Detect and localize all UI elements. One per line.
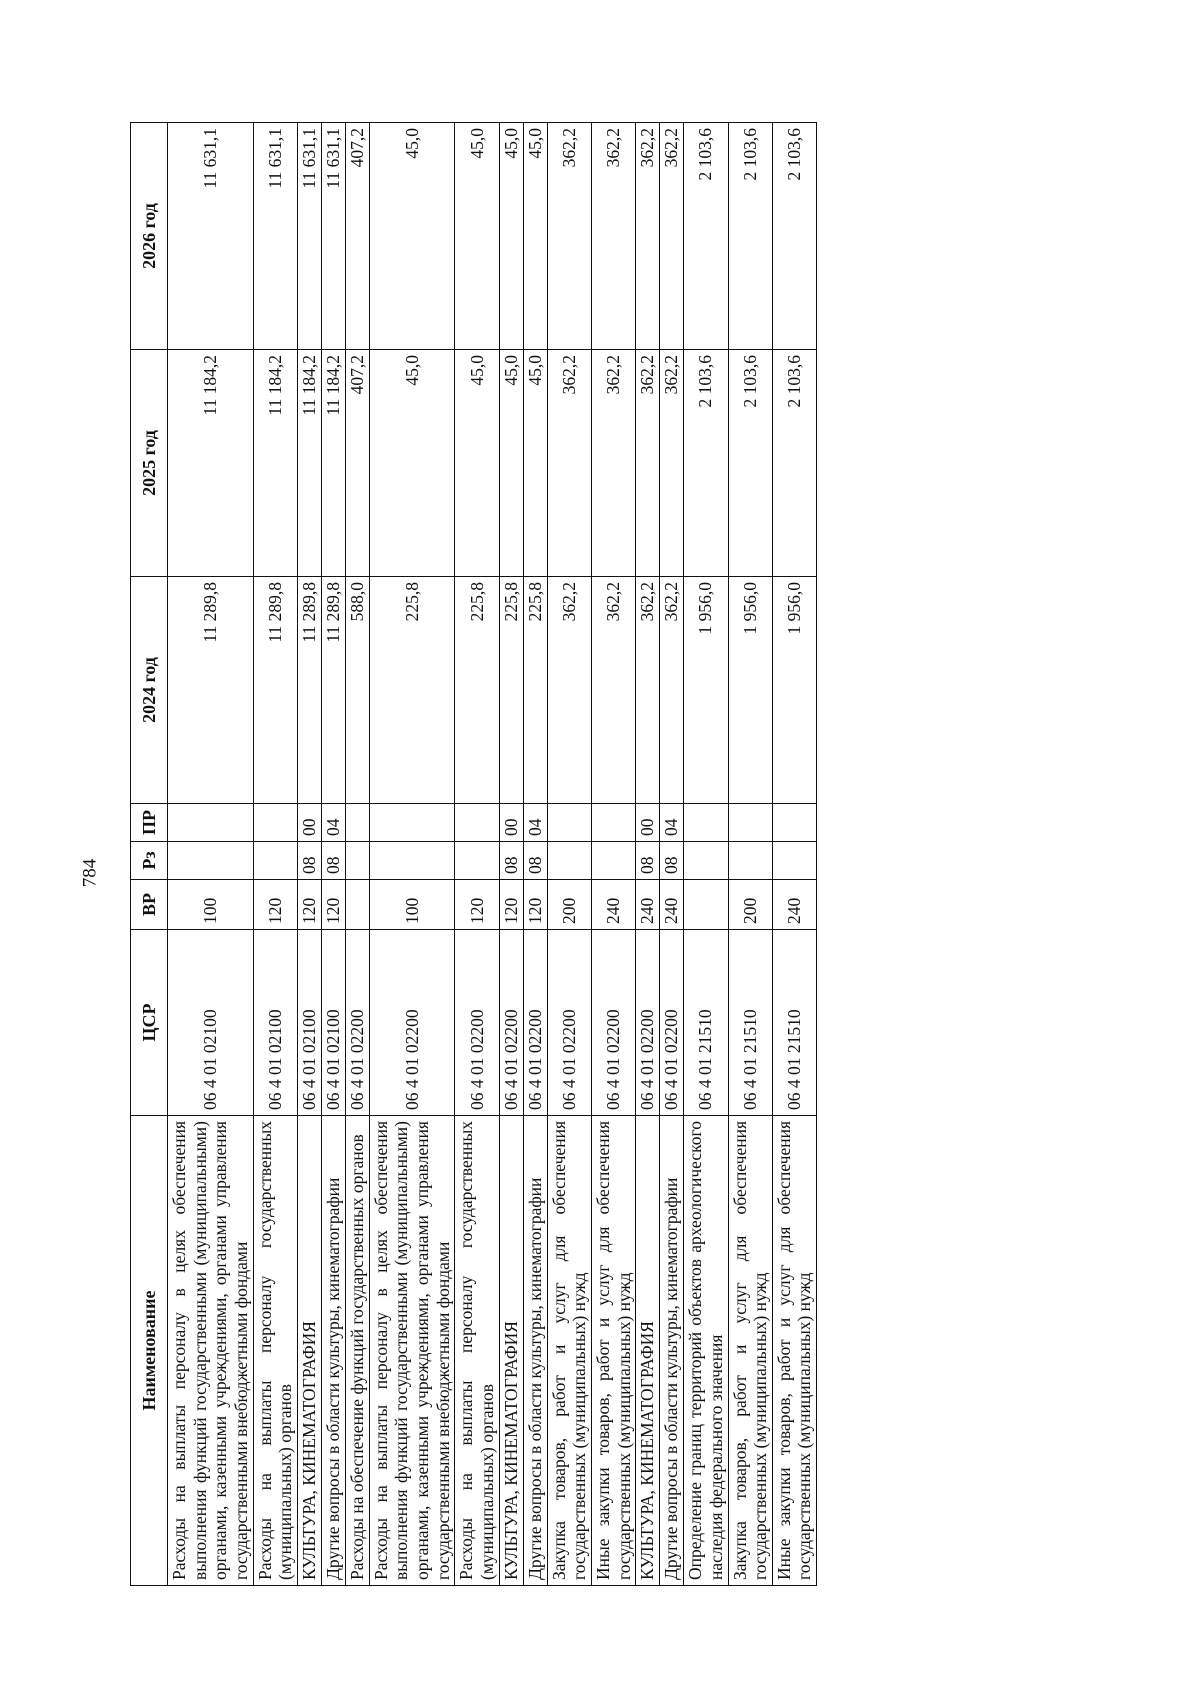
cell-name: Закупка товаров, работ и услуг для обеспечения государственных (муниципальных) нужд [547, 1116, 591, 1586]
table-row [297, 123, 321, 1586]
cell-2026: 362,2 [591, 123, 635, 350]
cell-rz [684, 842, 728, 880]
cell-2025: 11 184,2 [297, 350, 321, 577]
table-row [547, 123, 591, 1586]
cell-2024: 362,2 [660, 577, 684, 804]
header-name: Наименование [131, 1116, 168, 1586]
cell-name: Расходы на выплаты персоналу в целях обеспечения выполнения функций государственными (муниципальными) органами, казенными учреждениями, органами управления государственными внебюджетными фондами [168, 1116, 254, 1586]
cell-name: Закупка товаров, работ и услуг для обеспечения государственных (муниципальных) нужд [728, 1116, 772, 1586]
cell-rz [772, 842, 816, 880]
cell-2024: 1 956,0 [772, 577, 816, 804]
cell-name: Расходы на выплаты персоналу государственных (муниципальных) органов [253, 1116, 297, 1586]
cell-2026: 2 103,6 [728, 123, 772, 350]
table-body [168, 123, 817, 1586]
table-row [660, 123, 684, 1586]
cell-2025: 362,2 [547, 350, 591, 577]
cell-2024: 1 956,0 [684, 577, 728, 804]
cell-pr [369, 804, 455, 842]
cell-pr: 00 [636, 804, 660, 842]
cell-2026: 362,2 [636, 123, 660, 350]
table-row [499, 123, 523, 1586]
cell-csr: 06 4 01 02100 [168, 930, 254, 1116]
cell-name: Иные закупки товаров, работ и услуг для обеспечения государственных (муниципальных) нужд [591, 1116, 635, 1586]
cell-2024: 1 956,0 [728, 577, 772, 804]
cell-2026: 11 631,1 [168, 123, 254, 350]
cell-2025: 45,0 [455, 350, 499, 577]
cell-pr: 00 [499, 804, 523, 842]
cell-pr: 00 [297, 804, 321, 842]
table-row [168, 123, 254, 1586]
cell-vr: 200 [547, 880, 591, 930]
cell-2026: 45,0 [523, 123, 547, 350]
cell-csr: 06 4 01 02200 [499, 930, 523, 1116]
cell-pr [591, 804, 635, 842]
cell-pr: 04 [321, 804, 345, 842]
cell-csr: 06 4 01 02200 [345, 930, 369, 1116]
cell-vr: 120 [321, 880, 345, 930]
cell-rz: 08 [523, 842, 547, 880]
cell-rz: 08 [297, 842, 321, 880]
cell-2024: 362,2 [547, 577, 591, 804]
cell-2026: 45,0 [455, 123, 499, 350]
cell-pr [684, 804, 728, 842]
table-row [636, 123, 660, 1586]
cell-vr: 240 [772, 880, 816, 930]
cell-csr: 06 4 01 21510 [684, 930, 728, 1116]
cell-csr: 06 4 01 02200 [369, 930, 455, 1116]
cell-vr: 120 [499, 880, 523, 930]
cell-csr: 06 4 01 02200 [455, 930, 499, 1116]
cell-2025: 362,2 [591, 350, 635, 577]
cell-csr: 06 4 01 02200 [523, 930, 547, 1116]
cell-2024: 225,8 [369, 577, 455, 804]
header-2026: 2026 год [131, 123, 168, 350]
table-row [591, 123, 635, 1586]
cell-rz: 08 [499, 842, 523, 880]
cell-name: Расходы на выплаты персоналу государственных (муниципальных) органов [455, 1116, 499, 1586]
cell-csr: 06 4 01 02200 [591, 930, 635, 1116]
cell-name: Расходы на обеспечение функций государственных органов [345, 1116, 369, 1586]
cell-vr: 240 [636, 880, 660, 930]
header-2025: 2025 год [131, 350, 168, 577]
cell-pr [772, 804, 816, 842]
cell-rz [168, 842, 254, 880]
cell-2025: 11 184,2 [168, 350, 254, 577]
header-rz: Рз [131, 842, 168, 880]
cell-2026: 11 631,1 [253, 123, 297, 350]
cell-2026: 45,0 [369, 123, 455, 350]
cell-vr: 240 [660, 880, 684, 930]
cell-csr: 06 4 01 02100 [253, 930, 297, 1116]
table-row [455, 123, 499, 1586]
cell-name: КУЛЬТУРА, КИНЕМАТОГРАФИЯ [499, 1116, 523, 1586]
cell-2024: 225,8 [499, 577, 523, 804]
table-row [321, 123, 345, 1586]
cell-vr [684, 880, 728, 930]
table-row [253, 123, 297, 1586]
cell-2025: 45,0 [523, 350, 547, 577]
cell-pr: 04 [523, 804, 547, 842]
cell-2026: 11 631,1 [321, 123, 345, 350]
cell-csr: 06 4 01 21510 [728, 930, 772, 1116]
cell-2024: 225,8 [455, 577, 499, 804]
table-row [772, 123, 816, 1586]
table-header-row [131, 123, 168, 1586]
cell-rz [728, 842, 772, 880]
cell-pr [728, 804, 772, 842]
header-csr: ЦСР [131, 930, 168, 1116]
cell-pr [547, 804, 591, 842]
cell-csr: 06 4 01 02100 [297, 930, 321, 1116]
cell-2025: 11 184,2 [321, 350, 345, 577]
cell-2024: 225,8 [523, 577, 547, 804]
cell-2026: 362,2 [660, 123, 684, 350]
cell-vr: 100 [168, 880, 254, 930]
cell-2024: 362,2 [591, 577, 635, 804]
cell-vr: 240 [591, 880, 635, 930]
page-number: 784 [79, 858, 100, 888]
cell-pr [168, 804, 254, 842]
cell-vr: 120 [253, 880, 297, 930]
cell-2026: 11 631,1 [297, 123, 321, 350]
cell-2025: 45,0 [499, 350, 523, 577]
cell-2025: 407,2 [345, 350, 369, 577]
table-row [728, 123, 772, 1586]
header-vr: ВР [131, 880, 168, 930]
cell-csr: 06 4 01 02200 [547, 930, 591, 1116]
cell-rz [253, 842, 297, 880]
table-row [345, 123, 369, 1586]
cell-rz [369, 842, 455, 880]
cell-rz [591, 842, 635, 880]
cell-vr: 100 [369, 880, 455, 930]
cell-2024: 362,2 [636, 577, 660, 804]
cell-2026: 407,2 [345, 123, 369, 350]
cell-rz: 08 [660, 842, 684, 880]
header-2024: 2024 год [131, 577, 168, 804]
cell-2026: 2 103,6 [772, 123, 816, 350]
cell-2025: 362,2 [636, 350, 660, 577]
rotated-page-content [130, 122, 1070, 1586]
cell-csr: 06 4 01 02200 [636, 930, 660, 1116]
cell-name: Расходы на выплаты персоналу в целях обеспечения выполнения функций государственными (муниципальными) органами, казенными учреждениями, органами управления государственными внебюджетными фондами [369, 1116, 455, 1586]
cell-pr [345, 804, 369, 842]
cell-csr: 06 4 01 21510 [772, 930, 816, 1116]
cell-vr: 120 [523, 880, 547, 930]
cell-vr: 120 [455, 880, 499, 930]
table-row [369, 123, 455, 1586]
cell-vr: 200 [728, 880, 772, 930]
cell-2025: 362,2 [660, 350, 684, 577]
cell-name: Определение границ территорий объектов археологического наследия федерального значения [684, 1116, 728, 1586]
cell-pr: 04 [660, 804, 684, 842]
cell-rz [547, 842, 591, 880]
table-row [523, 123, 547, 1586]
header-pr: ПР [131, 804, 168, 842]
cell-2024: 11 289,8 [168, 577, 254, 804]
cell-csr: 06 4 01 02100 [321, 930, 345, 1116]
cell-name: Другие вопросы в области культуры, кинематографии [523, 1116, 547, 1586]
cell-name: Другие вопросы в области культуры, кинематографии [321, 1116, 345, 1586]
cell-2025: 45,0 [369, 350, 455, 577]
cell-2024: 11 289,8 [321, 577, 345, 804]
cell-name: КУЛЬТУРА, КИНЕМАТОГРАФИЯ [636, 1116, 660, 1586]
cell-2026: 45,0 [499, 123, 523, 350]
cell-rz [455, 842, 499, 880]
budget-table [130, 122, 817, 1586]
cell-2026: 2 103,6 [684, 123, 728, 350]
cell-2025: 2 103,6 [728, 350, 772, 577]
cell-rz [345, 842, 369, 880]
cell-2024: 588,0 [345, 577, 369, 804]
cell-2025: 2 103,6 [684, 350, 728, 577]
cell-rz: 08 [636, 842, 660, 880]
cell-csr: 06 4 01 02200 [660, 930, 684, 1116]
cell-2025: 11 184,2 [253, 350, 297, 577]
cell-rz: 08 [321, 842, 345, 880]
cell-pr [253, 804, 297, 842]
cell-2025: 2 103,6 [772, 350, 816, 577]
cell-2024: 11 289,8 [253, 577, 297, 804]
cell-2026: 362,2 [547, 123, 591, 350]
cell-name: Другие вопросы в области культуры, кинематографии [660, 1116, 684, 1586]
cell-vr: 120 [297, 880, 321, 930]
cell-name: Иные закупки товаров, работ и услуг для обеспечения государственных (муниципальных) нужд [772, 1116, 816, 1586]
cell-2024: 11 289,8 [297, 577, 321, 804]
cell-pr [455, 804, 499, 842]
cell-vr [345, 880, 369, 930]
table-row [684, 123, 728, 1586]
cell-name: КУЛЬТУРА, КИНЕМАТОГРАФИЯ [297, 1116, 321, 1586]
